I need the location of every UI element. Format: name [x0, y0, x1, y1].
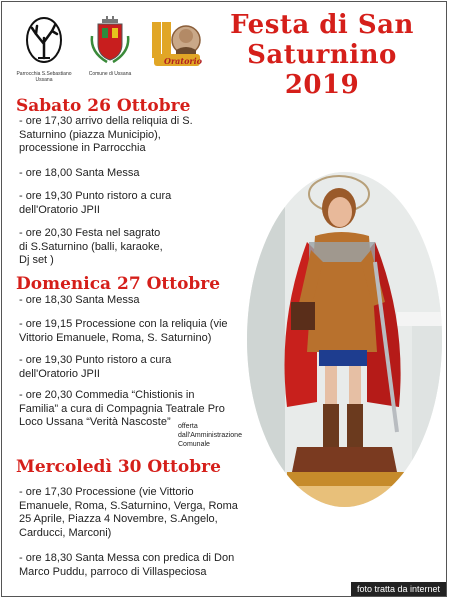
oratorio-label: Oratorio: [164, 56, 202, 66]
schedule-item: - ore 18,30 Santa Messa con predica di Don Marco Puddu, parroco di Villaspeciosa: [19, 552, 235, 578]
day-heading-mercoledi: Mercoledì 30 Ottobre: [16, 457, 221, 477]
saint-statue-photo: [247, 172, 442, 507]
parish-caption: Parrocchia S.Sebastiano Ussana: [16, 71, 72, 83]
schedule-item: - ore 20,30 Commedia “Chistionis in Familia” a cura di Compagnia Teatrale Pro Loco Ussana “Verità Nascoste”: [19, 389, 225, 428]
title-year: 2019: [284, 70, 360, 100]
schedule-item: - ore 20,30 Festa nel sagrato di S.Saturnino (balli, karaoke, Dj set ): [19, 227, 163, 266]
schedule-item: - ore 17,30 arrivo della reliquia di S. Saturnino (piazza Municipio), processione in Parrocchia: [19, 115, 193, 154]
saint-statue-illustration: [247, 172, 442, 507]
title-line-2: Saturnino: [247, 40, 397, 70]
parish-logo: [14, 16, 74, 83]
schedule-item: - ore 19,15 Processione con la reliquia (vie Vittorio Emanuele, Roma, S. Saturnino): [19, 318, 228, 344]
poster-title: [202, 10, 442, 100]
schedule-item: - ore 19,30 Punto ristoro a cura dell'Oratorio JPII: [19, 190, 172, 216]
schedule-item: - ore 19,30 Punto ristoro a cura dell'Oratorio JPII: [19, 354, 172, 380]
day-heading-sabato: Sabato 26 Ottobre: [16, 96, 191, 116]
title-line-1: Festa di San: [230, 10, 414, 40]
parish-tree-icon: [24, 16, 64, 66]
photo-credit: foto tratta da internet: [351, 582, 446, 596]
schedule-item: - ore 17,30 Processione (vie Vittorio Emanuele, Roma, S.Saturnino, Verga, Roma 25 Aprile, Piazza 4 Novembre, S.Angelo, Carducci, Marconi): [19, 486, 238, 539]
coat-of-arms-icon: [87, 14, 133, 66]
comune-logo: [82, 14, 138, 77]
offerta-note: offerta dall'Amministrazione Comunale: [178, 423, 242, 448]
schedule-item: - ore 18,00 Santa Messa: [19, 167, 140, 179]
poster: [1, 1, 447, 597]
comune-caption: Comune di Ussana: [88, 71, 132, 77]
schedule-item: - ore 18,30 Santa Messa: [19, 294, 140, 306]
day-heading-domenica: Domenica 27 Ottobre: [16, 274, 221, 294]
oratorio-logo: [148, 16, 206, 72]
